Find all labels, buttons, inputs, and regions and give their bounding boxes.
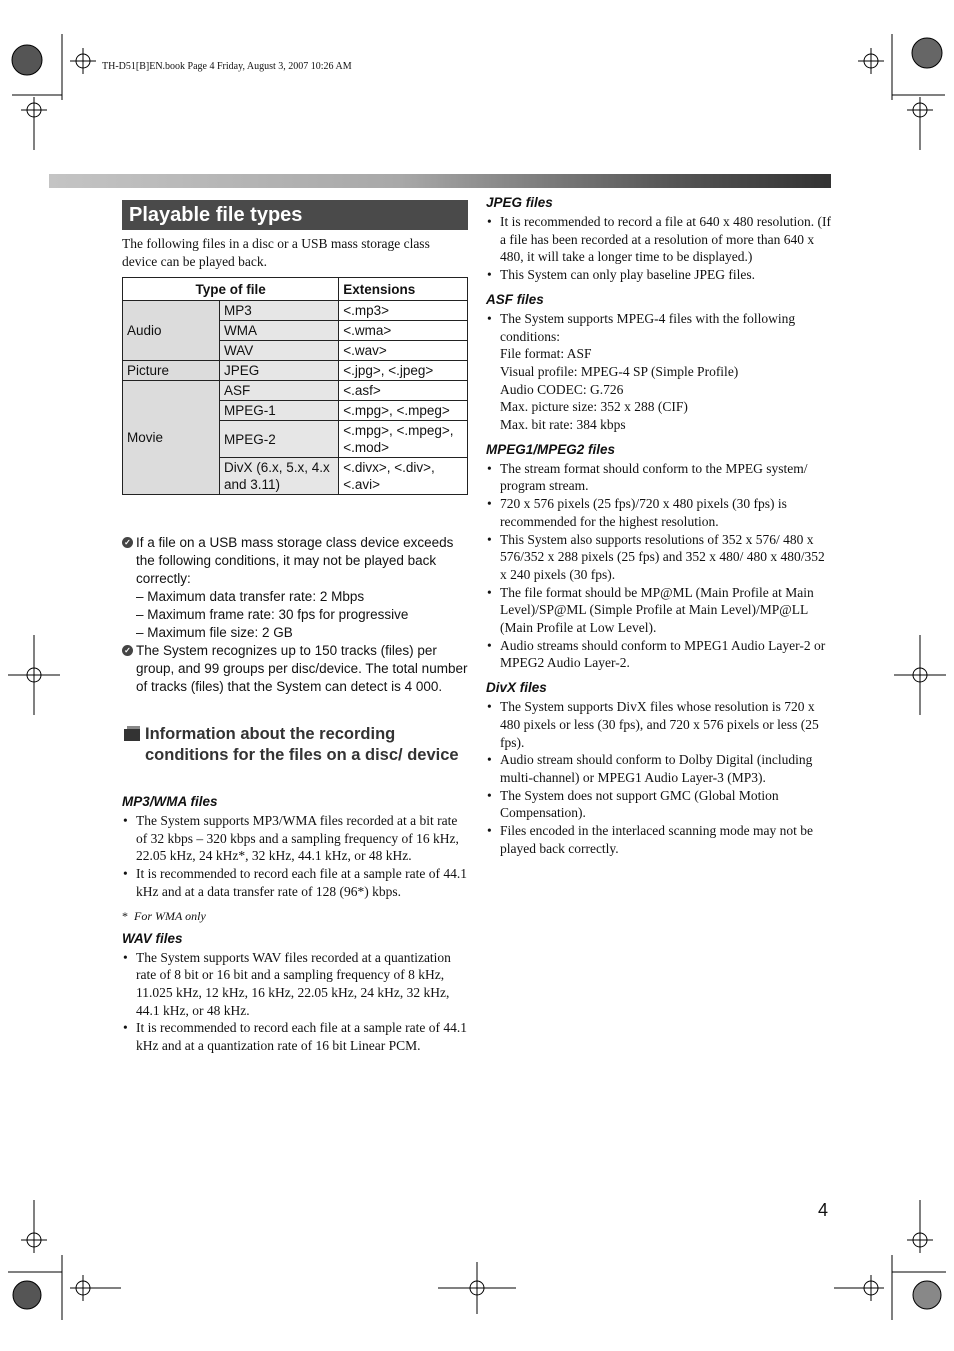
ext-cell: <.mpg>, <.mpeg>	[339, 401, 468, 421]
note-item	[122, 534, 470, 588]
ext-cell: <.mp3>	[339, 301, 468, 321]
asf-spec: Audio CODEC: G.726	[500, 381, 624, 397]
list-item: • This System can only play baseline JPEG files.	[487, 267, 755, 283]
jpeg-title: JPEG files	[486, 195, 553, 210]
asf-spec: Visual profile: MPEG-4 SP (Simple Profile)	[500, 363, 739, 379]
type-cell: MPEG-2	[220, 421, 339, 458]
note-text: The System recognizes up to 150 tracks (files) per group, and 99 groups per disc/device. The total number of tracks (files) that the System can detect is 4 000.	[136, 643, 468, 694]
ext-cell: <.wma>	[339, 321, 468, 341]
list-item: • It is recommended to record each file at a sample rate of 44.1 kHz and at a data transfer rate of 128 (96*) kbps.	[123, 866, 467, 899]
list-item: • The System supports MP3/WMA files recorded at a bit rate of 32 kbps – 320 kbps and a sampling frequency of 16 kHz, 22.05 kHz, 24 kHz*, 32 kHz, 44.1 kHz, or 48 kHz.	[123, 813, 459, 864]
header-type-of-file: Type of file	[123, 278, 339, 301]
group-audio: Audio	[123, 301, 220, 361]
notes-block	[122, 534, 470, 696]
ext-cell: <.asf>	[339, 381, 468, 401]
list-item: • This System also supports resolutions of 352 x 576/ 480 x 576/352 x 288 pixels (25 fps) and 352 x 480/ 480 x 480/352 x 240 pixels (30 fps).	[487, 531, 825, 582]
table-row	[123, 361, 468, 381]
note-sub-item: – Maximum frame rate: 30 fps for progressive	[136, 607, 409, 622]
type-cell: DivX (6.x, 5.x, 4.x and 3.11)	[220, 458, 339, 495]
list-item: • It is recommended to record each file at a sample rate of 44.1 kHz and at a quantization rate of 16 bit Linear PCM.	[123, 1020, 467, 1054]
asf-spec: File format: ASF	[500, 346, 592, 362]
page-title: Playable file types	[122, 200, 468, 230]
group-picture: Picture	[123, 361, 220, 381]
section-heading-text: Information about the recording conditions for the files on a disc/ device	[145, 725, 459, 764]
right-column	[486, 195, 832, 858]
ext-cell: <.wav>	[339, 341, 468, 361]
list-item: • The file format should be MP@ML (Main Profile at Main Level)/SP@ML (Simple Profile at Main Level)/MP@LL (Main Profile at Low Level).	[487, 584, 814, 636]
mpeg-list	[486, 460, 832, 672]
asf-spec: Max. bit rate: 384 kbps	[500, 417, 626, 433]
note-check-icon: ✓	[122, 537, 133, 548]
ext-cell: <.divx>, <.div>, <.avi>	[339, 458, 468, 495]
list-item: • The System supports DivX files whose resolution is 720 x 480 pixels or less (30 fps), and 720 x 576 pixels or less (25 fps).	[487, 699, 819, 750]
group-movie: Movie	[123, 381, 220, 495]
list-item: • The stream format should conform to the MPEG system/ program stream.	[487, 460, 808, 494]
type-cell: WMA	[220, 321, 339, 341]
mp3wma-list	[122, 812, 470, 901]
type-cell: WAV	[220, 341, 339, 361]
list-item: • The System does not support GMC (Global Motion Compensation).	[487, 787, 779, 821]
wav-title: WAV files	[122, 930, 183, 946]
list-item: • Audio stream should conform to Dolby Digital (including multi-channel) or MPEG1 Audio Layer-3 (MP3).	[487, 752, 813, 785]
list-item: • 720 x 576 pixels (25 fps)/720 x 480 pixels (30 fps) is recommended for the highest resolution.	[487, 496, 787, 529]
ext-cell: <.mpg>, <.mpeg>, <.mod>	[339, 421, 468, 458]
file-meta-header: TH-D51[B]EN.book Page 4 Friday, August 3, 2007 10:26 AM	[102, 61, 352, 72]
note-sub-item: – Maximum data transfer rate: 2 Mbps	[136, 589, 365, 604]
mp3wma-title: MP3/WMA files	[122, 794, 218, 809]
note-text: If a file on a USB mass storage class device exceeds the following conditions, it may not be played back correctly:	[136, 535, 454, 586]
asf-list	[486, 310, 832, 434]
table-header-row	[123, 278, 468, 301]
section-heading	[122, 724, 468, 766]
page-number: 4	[818, 1200, 829, 1220]
type-cell: ASF	[220, 381, 339, 401]
divx-title: DivX files	[486, 680, 547, 696]
ext-cell: <.jpg>, <.jpeg>	[339, 361, 468, 381]
divx-list	[486, 698, 832, 857]
file-types-table	[122, 277, 468, 495]
top-gradient-bar	[49, 174, 831, 188]
type-cell: MPEG-1	[220, 401, 339, 421]
mpeg-title: MPEG1/MPEG2 files	[486, 441, 616, 457]
table-row	[123, 381, 468, 401]
section-square-icon	[124, 729, 140, 741]
asf-spec: Max. picture size: 352 x 288 (CIF)	[500, 399, 688, 415]
intro-text: The following files in a disc or a USB mass storage class device can be played back.	[122, 236, 430, 269]
asf-title: ASF files	[486, 291, 544, 307]
wav-list	[122, 949, 470, 1055]
left-lower-column	[122, 794, 470, 1055]
jpeg-list	[486, 213, 832, 284]
list-item: • The System supports MPEG-4 files with the following conditions:	[487, 310, 796, 344]
footnote: * For WMA only	[122, 908, 206, 923]
header-extensions: Extensions	[339, 278, 468, 301]
list-item: • Files encoded in the interlaced scanning mode may not be played back correctly.	[487, 823, 814, 856]
type-cell: MP3	[220, 301, 339, 321]
note-sub-item: – Maximum file size: 2 GB	[136, 625, 293, 640]
list-item: • The System supports WAV files recorded at a quantization rate of 8 bit or 16 bit and a sampling frequency of 8 kHz, 11.025 kHz, 12 kHz, 16 kHz, 22.05 kHz, 24 kHz, 32 kHz, 44.1 kHz, or 48 kHz.	[123, 949, 451, 1018]
note-item	[122, 642, 470, 696]
list-item: • It is recommended to record a file at 640 x 480 resolution. (If a file has been recorded at a resolution of more than 640 x 480, it will take a longer time to be displayed.)	[487, 214, 832, 265]
type-cell: JPEG	[220, 361, 339, 381]
note-check-icon: ✓	[122, 645, 133, 656]
table-row	[123, 301, 468, 321]
list-item: • Audio streams should conform to MPEG1 Audio Layer-2 or MPEG2 Audio Layer-2.	[487, 637, 826, 671]
